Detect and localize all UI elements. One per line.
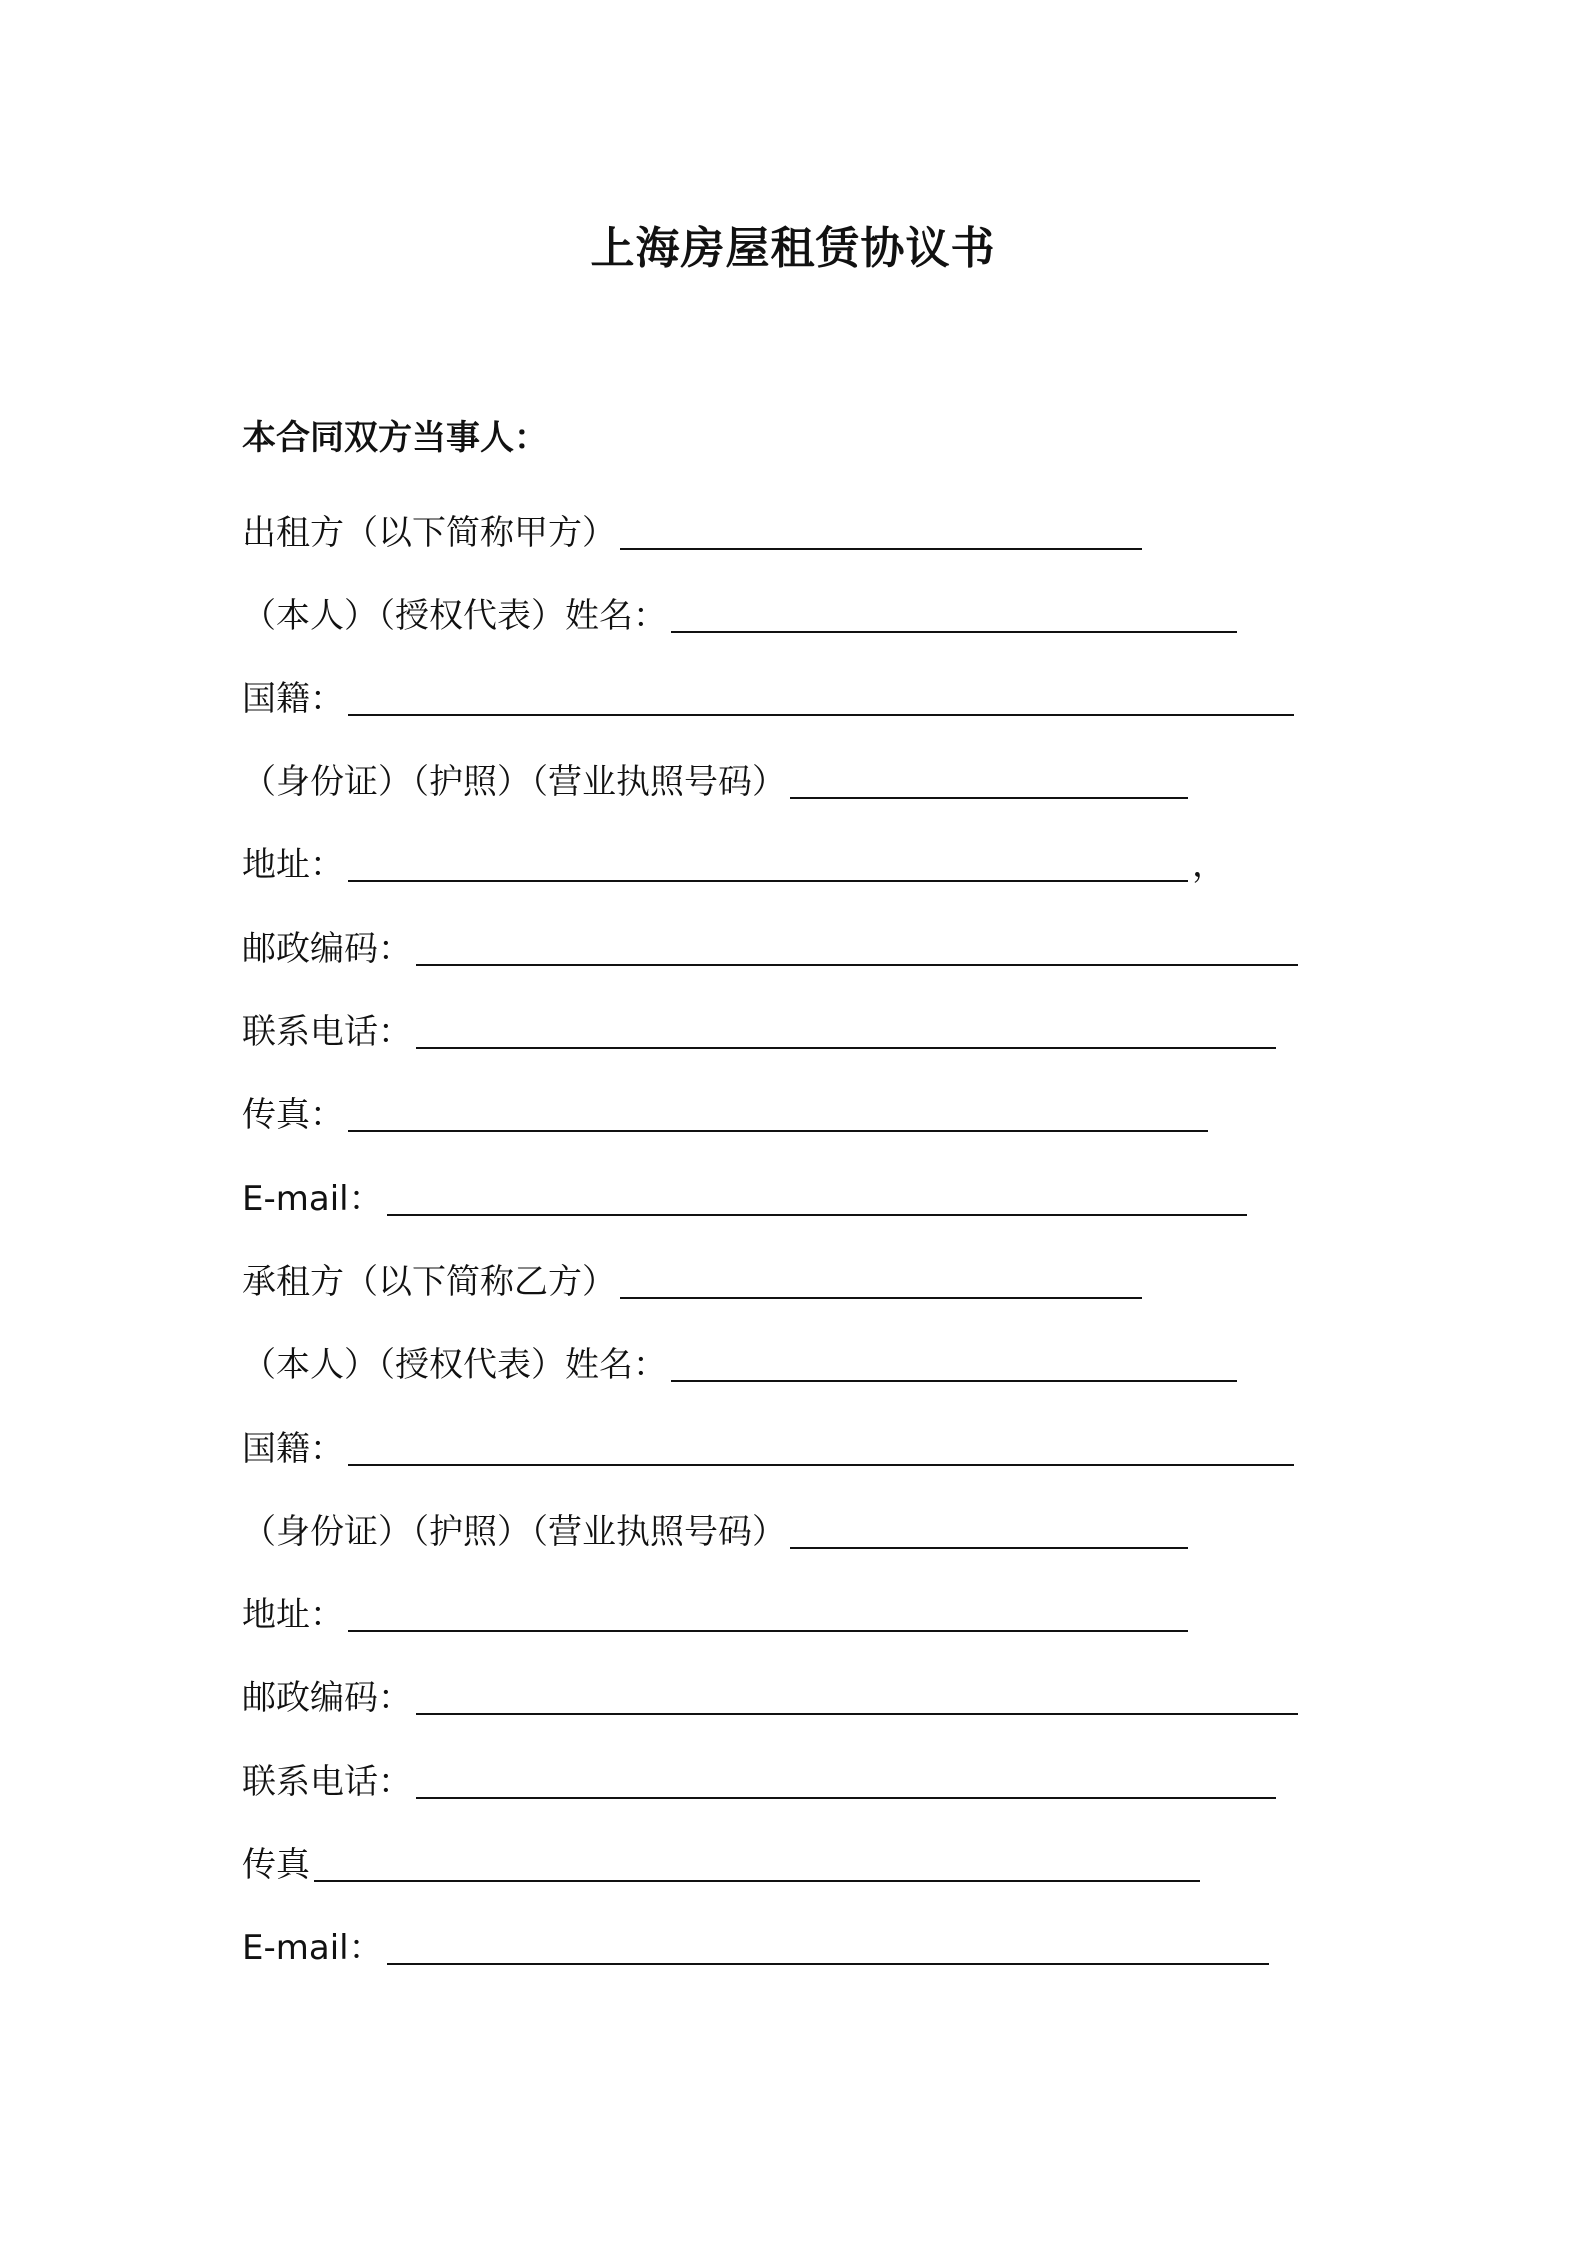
lessee-fax-label: 传真 (242, 1845, 310, 1885)
lessee-address-blank[interactable] (348, 1604, 1188, 1632)
lessee-address-label: 地址： (242, 1595, 344, 1635)
lessee-phone-blank[interactable] (416, 1771, 1276, 1799)
lessee-rep-label: （本人）（授权代表）姓名： (242, 1345, 667, 1385)
lessee-postal-row (242, 1670, 1298, 1719)
document-title: 上海房屋租赁协议书 (590, 223, 996, 274)
lessee-nationality-label: 国籍： (242, 1429, 344, 1469)
lessee-rep-row (242, 1337, 1237, 1386)
lessor-nationality-row (242, 671, 1294, 720)
lessor-name-blank[interactable] (620, 522, 1142, 550)
lessee-id-blank[interactable] (790, 1521, 1188, 1549)
lessee-phone-label: 联系电话： (242, 1762, 412, 1802)
lessee-header-label: 承租方（以下简称乙方） (242, 1262, 616, 1302)
lessee-fax-blank[interactable] (314, 1854, 1200, 1882)
parties-intro: 本合同双方当事人： (242, 418, 548, 458)
lessor-phone-label: 联系电话： (242, 1012, 412, 1052)
lessor-address-label: 地址： (242, 845, 344, 885)
lessee-header-row (242, 1254, 1142, 1303)
lessor-rep-blank[interactable] (671, 605, 1237, 633)
lessee-rep-blank[interactable] (671, 1354, 1237, 1382)
lessee-postal-label: 邮政编码： (242, 1678, 412, 1718)
lessor-header-row (242, 505, 1142, 554)
lessee-email-label: E-mail： (242, 1928, 383, 1968)
lessor-rep-label: （本人）（授权代表）姓名： (242, 596, 667, 636)
lessee-phone-row (242, 1754, 1276, 1803)
lessee-address-row (242, 1587, 1188, 1636)
lessee-nationality-blank[interactable] (348, 1438, 1294, 1466)
lessor-nationality-blank[interactable] (348, 688, 1294, 716)
lessor-id-row (242, 754, 1188, 803)
lessee-nationality-row (242, 1421, 1294, 1470)
lessor-email-row (242, 1171, 1247, 1220)
lessee-email-blank[interactable] (387, 1937, 1269, 1965)
lessor-fax-label: 传真： (242, 1095, 344, 1135)
lessor-nationality-label: 国籍： (242, 679, 344, 719)
lessor-phone-blank[interactable] (416, 1021, 1276, 1049)
lessor-fax-row (242, 1087, 1208, 1136)
lessee-fax-row (242, 1837, 1200, 1886)
lessee-postal-blank[interactable] (416, 1687, 1298, 1715)
lessor-postal-row (242, 921, 1298, 970)
lessor-address-blank[interactable] (348, 854, 1188, 882)
lessor-address-row (242, 837, 1226, 886)
lessor-address-comma: ， (1192, 845, 1226, 885)
lessor-id-label: （身份证）（护照）（营业执照号码） (242, 762, 786, 802)
lessor-rep-row (242, 588, 1237, 637)
lessee-name-blank[interactable] (620, 1271, 1142, 1299)
lessee-id-row (242, 1504, 1188, 1553)
lessor-postal-label: 邮政编码： (242, 929, 412, 969)
lessor-postal-blank[interactable] (416, 938, 1298, 966)
lessee-email-row (242, 1920, 1269, 1969)
lessor-email-blank[interactable] (387, 1188, 1247, 1216)
lessor-email-label: E-mail： (242, 1179, 383, 1219)
lessor-fax-blank[interactable] (348, 1104, 1208, 1132)
lessee-id-label: （身份证）（护照）（营业执照号码） (242, 1512, 786, 1552)
lessor-id-blank[interactable] (790, 771, 1188, 799)
lessor-phone-row (242, 1004, 1276, 1053)
lessor-header-label: 出租方（以下简称甲方） (242, 513, 616, 553)
